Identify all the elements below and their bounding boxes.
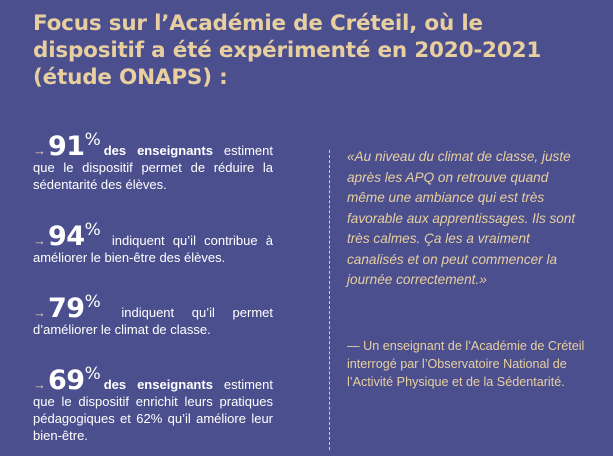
stat-bold-text: des enseignants: [103, 377, 213, 392]
stat-text: estiment que le dispositif permet de réduire la sédentarité des élèves.: [33, 143, 273, 192]
teacher-quote: «Au niveau du climat de classe, juste après les APQ on retrouve quand même une ambiance qui est très favorable aux apprentissages. Ils sont très calmes. Ça les a vraiment canalisés et on peut commencer la journée correctement.»: [347, 149, 576, 287]
stat-unit: %: [84, 130, 101, 150]
stat-teachers-sedentarity: [33, 132, 273, 193]
stat-value: 69: [48, 365, 85, 396]
stat-unit: %: [84, 364, 101, 384]
stat-text: indiquent qu’il permet d’améliorer le climat de classe.: [33, 305, 273, 337]
page-title: Focus sur l’Académie de Créteil, où le dispositif a été expérimenté en 2020-2021 (étude ONAPS) :: [33, 11, 542, 90]
quote-attribution: — Un enseignant de l’Académie de Créteil interrogé par l’Observatoire National de l’Activité Physique et de la Sédentarité.: [347, 339, 585, 389]
stat-teaching-practices: [33, 366, 273, 444]
arrow-icon: →: [33, 233, 46, 248]
arrow-icon: →: [33, 143, 46, 158]
stat-class-climate: [33, 294, 273, 338]
stat-text: estiment que le dispositif enrichit leurs pratiques pédagogiques et 62% qu’il améliore leur bien-être.: [33, 377, 273, 443]
stat-value: 94: [48, 221, 85, 252]
stat-bold-text: des enseignants: [103, 143, 213, 158]
stat-value: 91: [48, 131, 85, 162]
arrow-icon: →: [33, 305, 46, 320]
stat-student-wellbeing: [33, 222, 273, 266]
stat-value: 79: [48, 293, 85, 324]
stat-text: indiquent qu’il contribue à améliorer le bien-être des élèves.: [33, 233, 273, 265]
quote-divider: [329, 150, 330, 450]
stat-unit: %: [84, 220, 101, 240]
arrow-icon: →: [33, 377, 46, 392]
stat-unit: %: [84, 292, 101, 312]
